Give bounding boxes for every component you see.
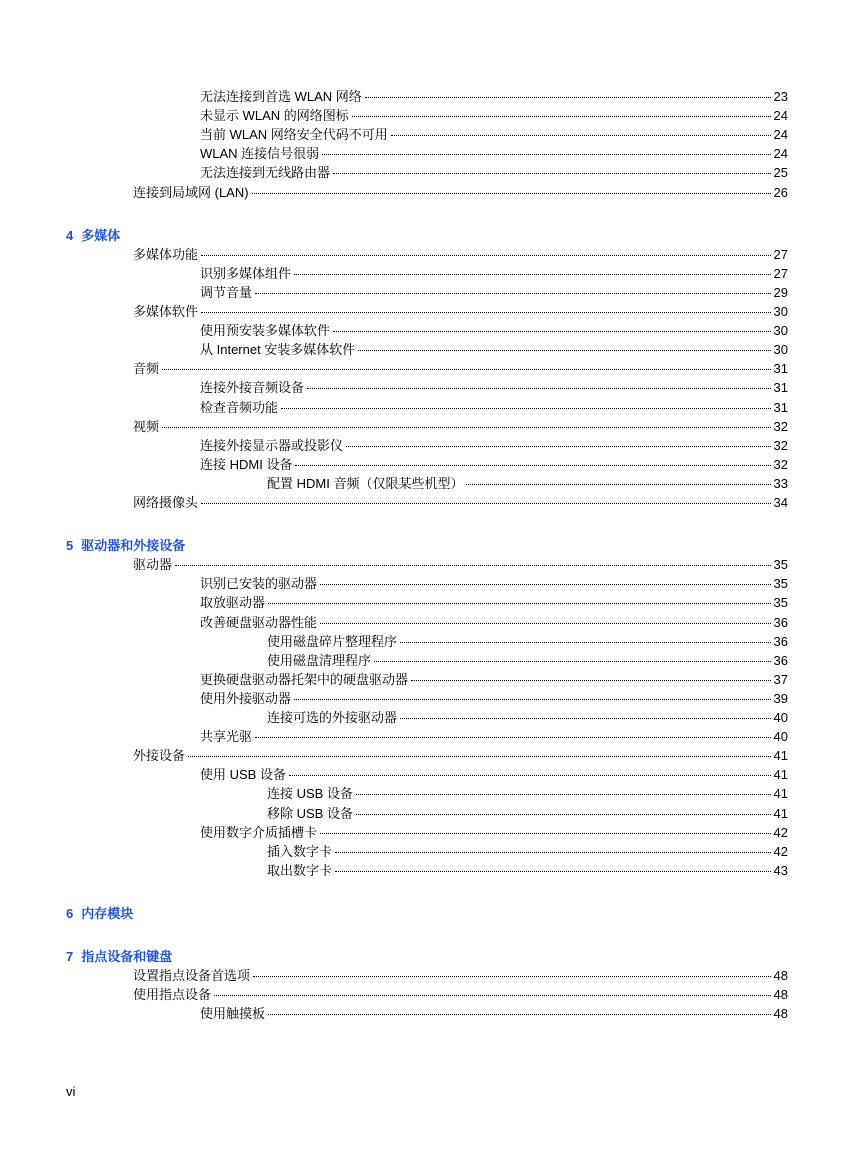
toc-entry[interactable]: [133, 494, 788, 512]
toc-entry-page: 33: [773, 475, 788, 491]
toc-entry[interactable]: [200, 399, 788, 417]
dot-leader: [411, 680, 771, 681]
dot-leader: [175, 565, 771, 566]
dot-leader: [252, 193, 771, 194]
toc-entry-title: 从 Internet 安装多媒体软件: [200, 342, 356, 358]
dot-leader: [253, 976, 771, 977]
toc-entry[interactable]: [200, 614, 788, 632]
toc-entry-title: 改善硬盘驱动器性能: [200, 614, 318, 630]
dot-leader: [255, 737, 771, 738]
dot-leader: [335, 852, 771, 853]
toc-entry-page: 27: [773, 265, 788, 281]
toc-entry[interactable]: [267, 805, 788, 823]
toc-entry-title: 使用磁盘碎片整理程序: [267, 633, 398, 649]
dot-leader: [374, 661, 771, 662]
toc-entry-title: 连接到局域网 (LAN): [133, 184, 249, 200]
toc-entry-title: 驱动器: [133, 557, 173, 573]
dot-leader: [268, 1014, 771, 1015]
toc-entry-page: 31: [773, 399, 788, 415]
toc-entry-page: 27: [773, 246, 788, 262]
toc-entry-page: 39: [773, 690, 788, 706]
toc-entry-title: 使用磁盘清理程序: [267, 652, 372, 668]
chapter-number: 4: [66, 227, 74, 243]
toc-entry[interactable]: [267, 709, 788, 727]
toc-entry-page: 35: [773, 576, 788, 592]
toc-entry-page: 40: [773, 729, 788, 745]
dot-leader: [466, 484, 770, 485]
dot-leader: [214, 995, 771, 996]
chapter-title: 多媒体: [81, 227, 121, 243]
toc-entry[interactable]: [133, 360, 788, 378]
toc-entry-page: 25: [773, 165, 788, 181]
toc-entry-page: 48: [773, 968, 788, 984]
dot-leader: [352, 116, 771, 117]
toc-entry-page: 40: [773, 710, 788, 725]
toc-entry-title: 使用指点设备: [133, 987, 212, 1003]
toc-entry[interactable]: [200, 690, 788, 708]
toc-entry-page: 30: [773, 304, 788, 319]
toc-entry-title: 连接可选的外接驱动器: [267, 710, 398, 725]
dot-leader: [356, 794, 771, 795]
toc-entry-page: 26: [773, 184, 788, 200]
toc-entry[interactable]: [200, 1005, 788, 1023]
toc-entry-page: 41: [773, 767, 788, 783]
toc-entry-title: 连接 USB 设备: [267, 786, 353, 802]
dot-leader: [162, 369, 771, 370]
dot-leader: [322, 154, 770, 155]
toc-entry[interactable]: [267, 843, 788, 861]
chapter-title: 内存模块: [81, 905, 134, 921]
toc-entry-page: 23: [773, 89, 788, 104]
toc-entry-page: 41: [773, 786, 788, 802]
toc-entry[interactable]: [200, 379, 788, 397]
toc-entry-title: 识别多媒体组件: [200, 265, 292, 281]
toc-entry[interactable]: [133, 986, 788, 1004]
dot-leader: [365, 97, 771, 98]
toc-entry[interactable]: [200, 126, 788, 144]
dot-leader: [307, 388, 771, 389]
toc-entry-page: 36: [773, 614, 788, 630]
dot-leader: [333, 173, 771, 174]
toc-entry[interactable]: [267, 785, 788, 803]
toc-entry-title: 连接外接音频设备: [200, 380, 305, 396]
toc-entry-page: 35: [773, 595, 788, 611]
toc-entry-title: 使用触摸板: [200, 1006, 266, 1022]
toc-entry-title: 无法连接到无线路由器: [200, 165, 331, 181]
chapter-title: 指点设备和键盘: [81, 949, 173, 964]
toc-entry[interactable]: [200, 594, 788, 612]
toc-entry[interactable]: [267, 652, 788, 670]
dot-leader: [358, 350, 770, 351]
dot-leader: [268, 603, 771, 604]
toc-entry-page: 24: [773, 127, 788, 143]
toc-entry[interactable]: [267, 475, 788, 493]
toc-entry-page: 30: [773, 323, 788, 339]
toc-entry-page: 48: [773, 1006, 788, 1022]
toc-entry[interactable]: [133, 418, 788, 436]
toc-entry-title: 共享光驱: [200, 729, 253, 745]
toc-entry-page: 31: [773, 361, 788, 377]
dot-leader: [346, 446, 771, 447]
toc-entry-title: 移除 USB 设备: [267, 805, 353, 821]
dot-leader: [400, 642, 771, 643]
toc-entry[interactable]: [133, 556, 788, 574]
toc-entry-page: 34: [773, 495, 788, 510]
toc-entry-page: 37: [773, 671, 788, 687]
dot-leader: [201, 503, 771, 504]
toc-entry-title: 外接设备: [133, 748, 186, 764]
toc-entry[interactable]: [200, 575, 788, 593]
toc-entry[interactable]: [133, 184, 788, 202]
toc-entry[interactable]: [200, 766, 788, 784]
toc-entry-title: 无法连接到首选 WLAN 网络: [200, 89, 362, 104]
toc-entry-title: 插入数字卡: [267, 843, 333, 859]
toc-entry-title: 未显示 WLAN 的网络图标: [200, 108, 349, 124]
toc-entry[interactable]: [267, 633, 788, 651]
dot-leader: [188, 756, 771, 757]
toc-entry-title: 设置指点设备首选项: [133, 968, 251, 984]
toc-entry[interactable]: [200, 728, 788, 746]
toc-entry-page: 32: [773, 418, 788, 434]
toc-entry-title: 音频: [133, 361, 160, 377]
dot-leader: [391, 135, 771, 136]
dot-leader: [201, 312, 771, 313]
dot-leader: [320, 623, 771, 624]
toc-entry[interactable]: [200, 164, 788, 182]
chapter-heading[interactable]: [66, 227, 120, 245]
chapter-number: 6: [66, 905, 74, 921]
toc-entry-title: 调节音量: [200, 284, 253, 300]
toc-entry-title: 多媒体功能: [133, 246, 199, 262]
dot-leader: [320, 833, 771, 834]
chapter-heading[interactable]: [66, 948, 172, 966]
toc-entry-title: 识别已安装的驱动器: [200, 576, 318, 592]
toc-entry-page: 42: [773, 824, 788, 840]
toc-entry-title: 视频: [133, 418, 160, 434]
toc-entry-title: 连接 HDMI 设备: [200, 456, 293, 472]
page-number: vi: [66, 1084, 76, 1099]
toc-entry-title: 使用 USB 设备: [200, 767, 286, 783]
chapter-number: 5: [66, 538, 74, 554]
toc-entry-page: 36: [773, 652, 788, 668]
toc-entry-page: 24: [773, 146, 788, 162]
toc-entry[interactable]: [200, 107, 788, 125]
toc-entry-page: 31: [773, 380, 788, 396]
toc-entry[interactable]: [133, 747, 788, 765]
chapter-heading[interactable]: [66, 537, 185, 555]
toc-entry[interactable]: [200, 341, 788, 359]
dot-leader: [356, 814, 771, 815]
toc-entry-page: 36: [773, 633, 788, 649]
toc-entry-page: 43: [773, 862, 788, 878]
toc-entry[interactable]: [200, 88, 788, 106]
dot-leader: [294, 699, 771, 700]
toc-entry[interactable]: [200, 671, 788, 689]
toc-entry[interactable]: [133, 303, 788, 321]
toc-entry-title: 使用数字介质插槽卡: [200, 824, 318, 840]
toc-entry-page: 42: [773, 843, 788, 859]
toc-entry[interactable]: [200, 284, 788, 302]
toc-entry-title: 使用外接驱动器: [200, 690, 292, 706]
dot-leader: [162, 427, 771, 428]
dot-leader: [201, 255, 771, 256]
toc-entry-title: 使用预安装多媒体软件: [200, 323, 331, 339]
dot-leader: [255, 293, 771, 294]
toc-entry[interactable]: [133, 967, 788, 985]
toc-entry-page: 35: [773, 557, 788, 573]
toc-entry-title: 取放驱动器: [200, 595, 266, 611]
toc-entry-title: 网络摄像头: [133, 495, 199, 510]
toc-entry[interactable]: [200, 824, 788, 842]
toc-entry-title: 取出数字卡: [267, 862, 333, 878]
toc-entry-page: 32: [773, 456, 788, 472]
toc-entry-title: WLAN 连接信号很弱: [200, 146, 320, 162]
dot-leader: [294, 274, 771, 275]
toc-entry[interactable]: [200, 456, 788, 474]
toc-entry-page: 30: [773, 342, 788, 358]
toc-entry[interactable]: [200, 437, 788, 455]
chapter-number: 7: [66, 949, 74, 964]
toc-entry-title: 更换硬盘驱动器托架中的硬盘驱动器: [200, 671, 409, 687]
dot-leader: [281, 408, 771, 409]
dot-leader: [400, 718, 771, 719]
dot-leader: [333, 331, 771, 332]
toc-entry[interactable]: [200, 145, 788, 163]
toc-entry-page: 29: [773, 284, 788, 300]
chapter-title: 驱动器和外接设备: [81, 538, 186, 554]
dot-leader: [289, 775, 771, 776]
toc-entry[interactable]: [133, 246, 788, 264]
toc-entry-title: 配置 HDMI 音频（仅限某些机型）: [267, 475, 464, 491]
toc-entry-page: 48: [773, 987, 788, 1003]
toc-entry-page: 41: [773, 805, 788, 821]
toc-entry-page: 32: [773, 437, 788, 453]
toc-entry-title: 当前 WLAN 网络安全代码不可用: [200, 127, 388, 143]
dot-leader: [335, 871, 771, 872]
toc-entry-page: 41: [773, 748, 788, 764]
toc-entry[interactable]: [200, 322, 788, 340]
toc-entry-page: 24: [773, 108, 788, 124]
chapter-heading[interactable]: [66, 905, 133, 923]
toc-entry[interactable]: [267, 862, 788, 880]
dot-leader: [295, 465, 770, 466]
toc-entry-title: 检查音频功能: [200, 399, 279, 415]
toc-entry-title: 连接外接显示器或投影仪: [200, 437, 344, 453]
toc-entry-title: 多媒体软件: [133, 304, 199, 319]
toc-entry[interactable]: [200, 265, 788, 283]
dot-leader: [320, 584, 771, 585]
